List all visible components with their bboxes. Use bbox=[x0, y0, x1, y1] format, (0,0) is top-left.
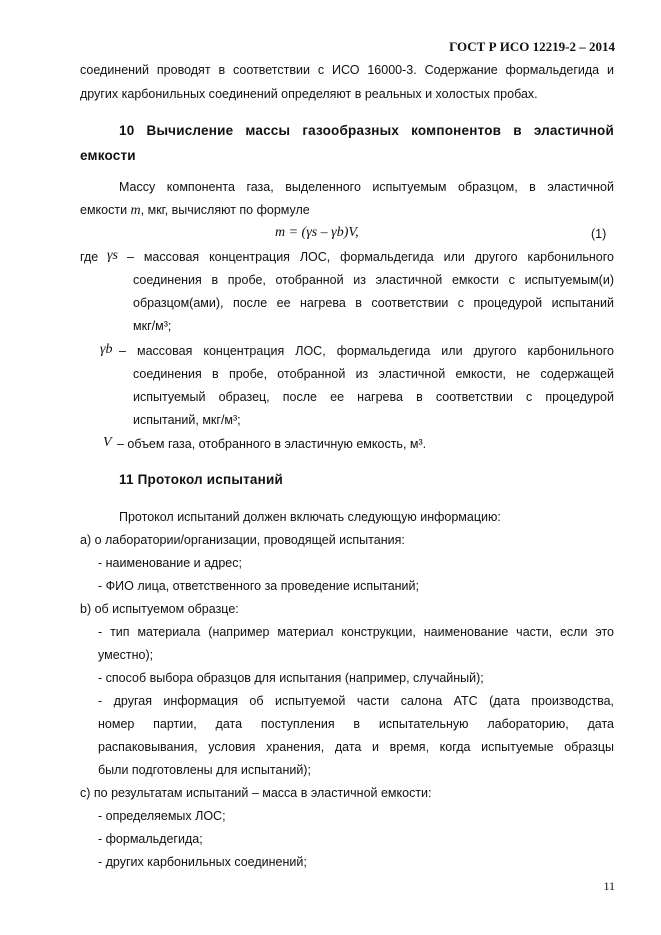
formula: m = (γs – γb)V, bbox=[275, 225, 359, 240]
item-b-1-line-1: - тип материала (например материал конструкции, наименование части, если это bbox=[98, 625, 614, 639]
definition-1-line-1: – массовая концентрация ЛОС, формальдегида или другого карбонильного bbox=[127, 250, 614, 264]
mass-symbol: m bbox=[130, 203, 141, 218]
formula-number: (1) bbox=[591, 227, 607, 241]
definition-1-line-3: образцом(ами), после ее нагрева в соответствии с процедурой испытаний bbox=[133, 296, 614, 310]
item-c-2: - формальдегида; bbox=[98, 832, 203, 846]
item-a: a) о лаборатории/организации, проводящей испытания: bbox=[80, 533, 405, 547]
section-10-paragraph-line-2: емкости m, мкг, вычисляют по формуле bbox=[80, 203, 310, 218]
definition-1-line-2: соединения в пробе, отобранной из эластичной емкости с испытуемым(и) bbox=[133, 273, 614, 287]
item-b-3-line-1: - другая информация об испытуемой части салона АТС (дата производства, bbox=[98, 694, 614, 708]
section-11-paragraph: Протокол испытаний должен включать следующую информацию: bbox=[119, 510, 501, 524]
item-b-2: - способ выбора образцов для испытания (например, случайный); bbox=[98, 671, 484, 685]
section-11-heading: 11 Протокол испытаний bbox=[119, 472, 283, 487]
section-10-paragraph-line-1: Массу компонента газа, выделенного испытуемым образцом, в эластичной bbox=[119, 180, 614, 194]
section-10-heading: 10 Вычисление массы газообразных компонентов в эластичной bbox=[119, 123, 614, 138]
definition-2-line-2: соединения в пробе, отобранной из эластичной емкости, не содержащей bbox=[133, 367, 614, 381]
intro-line-2: других карбонильных соединений определяют в реальных и холостых пробах. bbox=[80, 87, 538, 101]
item-b-3-line-3: распаковывания, условия хранения, дата и время, когда испытуемые образцы bbox=[98, 740, 614, 754]
item-b-3-line-2: номер партии, дата поступления в испытательную лабораторию, дата bbox=[98, 717, 614, 731]
item-c-3: - других карбонильных соединений; bbox=[98, 855, 307, 869]
item-a-2: - ФИО лица, ответственного за проведение испытаний; bbox=[98, 579, 419, 593]
where-label: где bbox=[80, 250, 99, 264]
item-b-1-line-2: уместно); bbox=[98, 648, 154, 662]
item-c: c) по результатам испытаний – масса в эластичной емкости: bbox=[80, 786, 432, 800]
intro-line-1: соединений проводят в соответствии с ИСО 16000-3. Содержание формальдегида и bbox=[80, 63, 614, 77]
definition-2-line-1: – массовая концентрация ЛОС, формальдегида или другого карбонильного bbox=[119, 344, 614, 358]
definition-2-line-4: испытаний, мкг/м³; bbox=[133, 413, 241, 427]
gamma-b-symbol: γb bbox=[100, 342, 113, 357]
definition-3-line-1: – объем газа, отобранного в эластичную емкость, м³. bbox=[117, 437, 427, 451]
definition-1-line-4: мкг/м³; bbox=[133, 319, 172, 333]
item-b-3-line-4: были подготовлены для испытаний); bbox=[98, 763, 311, 777]
volume-symbol: V bbox=[103, 435, 112, 450]
section-10-heading-cont: емкости bbox=[80, 148, 136, 163]
page-number: 11 bbox=[603, 879, 615, 893]
definition-2-line-3: испытуемый образец, после ее нагрева в соответствии с процедурой bbox=[133, 390, 614, 404]
item-b: b) об испытуемом образце: bbox=[80, 602, 239, 616]
item-a-1: - наименование и адрес; bbox=[98, 556, 242, 570]
item-c-1: - определяемых ЛОС; bbox=[98, 809, 226, 823]
standard-header: ГОСТ Р ИСО 12219-2 – 2014 bbox=[449, 39, 615, 54]
gamma-s-symbol: γs bbox=[107, 248, 118, 263]
